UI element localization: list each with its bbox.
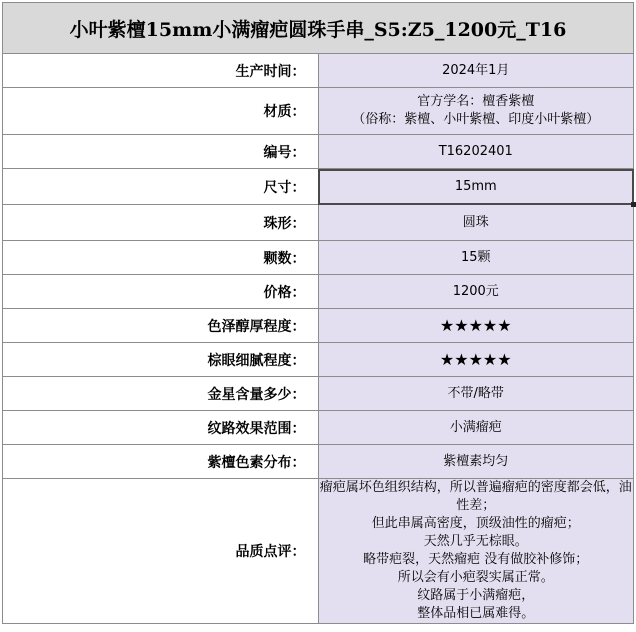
- value-color-richness-stars[interactable]: ★★★★★: [318, 309, 634, 343]
- label-gold-star-content[interactable]: 金星含量多少：: [3, 377, 319, 411]
- row-size: [3, 169, 634, 205]
- row-grain-effect: [3, 411, 634, 445]
- value-material[interactable]: [318, 88, 634, 135]
- label-bead-count[interactable]: 颗数：: [3, 241, 319, 275]
- label-size[interactable]: 尺寸：: [3, 169, 319, 205]
- value-bead-count[interactable]: 15颗: [318, 241, 634, 275]
- row-pore-fineness: [3, 343, 634, 377]
- label-color-richness[interactable]: 色泽醇厚程度：: [3, 309, 319, 343]
- label-pore-fineness[interactable]: 棕眼细腻程度：: [3, 343, 319, 377]
- row-bead-shape: [3, 205, 634, 241]
- label-price[interactable]: 价格：: [3, 275, 319, 309]
- review-line: 纹路属于小满瘤疤，: [417, 588, 535, 603]
- title-cell[interactable]: 小叶紫檀15mm小满瘤疤圆珠手串_S5:Z5_1200元_T16: [3, 3, 634, 54]
- review-line: 瘤疤属坏色组织结构，所以普遍瘤疤的密度都会低，油性差；: [319, 480, 632, 513]
- material-line: 官方学名：檀香紫檀: [417, 94, 535, 109]
- value-production-date[interactable]: 2024年1月: [318, 54, 634, 88]
- value-size-selected-cell[interactable]: 15mm: [318, 169, 634, 205]
- row-quality-review: [3, 479, 634, 624]
- label-material[interactable]: 材质：: [3, 88, 319, 135]
- value-pigment-distribution[interactable]: 紫檀素均匀: [318, 445, 634, 479]
- review-line: 略带疤裂，天然瘤疤 没有做胶补修饰；: [363, 552, 589, 567]
- value-serial-number[interactable]: T16202401: [318, 135, 634, 169]
- label-serial-number[interactable]: 编号：: [3, 135, 319, 169]
- label-pigment-distribution[interactable]: 紫檀色素分布：: [3, 445, 319, 479]
- value-pore-fineness-stars[interactable]: ★★★★★: [318, 343, 634, 377]
- row-production-date: [3, 54, 634, 88]
- label-bead-shape[interactable]: 珠形：: [3, 205, 319, 241]
- value-gold-star-content[interactable]: 不带/略带: [318, 377, 634, 411]
- review-line: 但此串属高密度，顶级油性的瘤疤；: [371, 516, 580, 531]
- material-line: （俗称：紫檀、小叶紫檀、印度小叶紫檀）: [352, 112, 600, 127]
- row-bead-count: [3, 241, 634, 275]
- row-gold-star-content: [3, 377, 634, 411]
- row-material: [3, 88, 634, 135]
- value-grain-effect[interactable]: 小满瘤疤: [318, 411, 634, 445]
- row-pigment-distribution: [3, 445, 634, 479]
- row-price: [3, 275, 634, 309]
- value-quality-review[interactable]: [318, 479, 634, 624]
- label-grain-effect[interactable]: 纹路效果范围：: [3, 411, 319, 445]
- review-line: 整体品相已属难得。: [417, 606, 535, 621]
- review-line: 所以会有小疤裂实属正常。: [397, 570, 554, 585]
- product-spec-table: [2, 2, 634, 624]
- spreadsheet: [2, 2, 634, 630]
- value-bead-shape[interactable]: 圆珠: [318, 205, 634, 241]
- label-production-date[interactable]: 生产时间：: [3, 54, 319, 88]
- row-color-richness: [3, 309, 634, 343]
- row-serial-number: [3, 135, 634, 169]
- review-line: 天然几乎无棕眼。: [423, 534, 528, 549]
- value-price[interactable]: 1200元: [318, 275, 634, 309]
- title-row: [3, 3, 634, 54]
- label-quality-review[interactable]: 品质点评：: [3, 479, 319, 624]
